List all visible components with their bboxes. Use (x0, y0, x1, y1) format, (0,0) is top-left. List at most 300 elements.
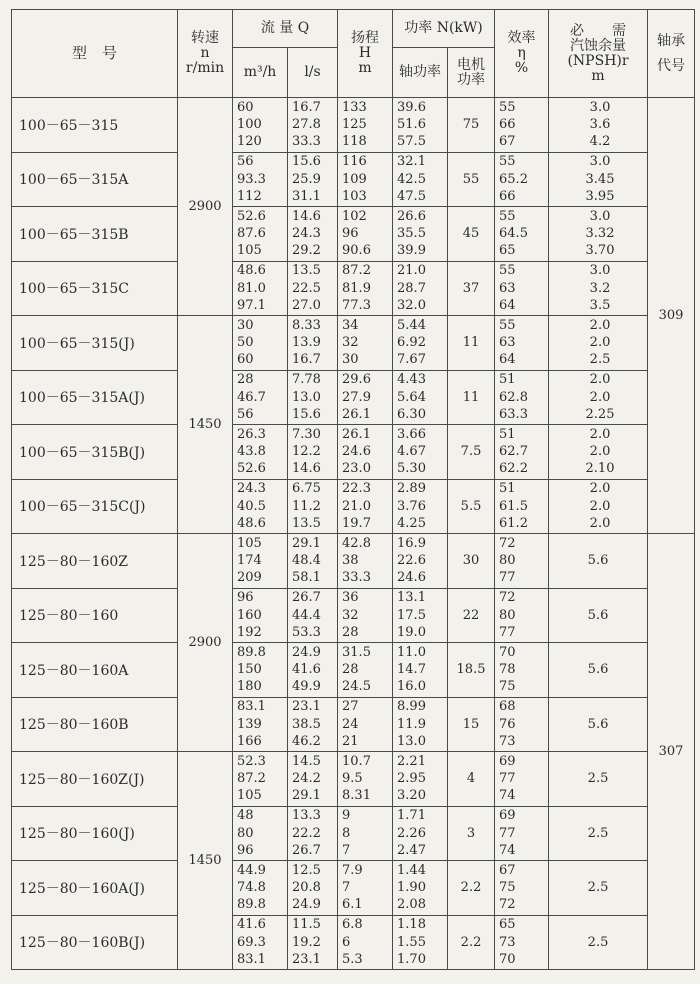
efficiency-cell-value: 61.2 (499, 515, 528, 531)
motor-power-cell: 75 (448, 98, 495, 153)
flow-ls-cell-value: 27.0 (292, 297, 321, 313)
shaft-power-cell-value: 14.7 (397, 662, 426, 678)
head-cell-value: 27.9 (342, 389, 371, 405)
flow-m3h-cell-value: 150 (237, 662, 262, 678)
efficiency-cell-value: 70 (499, 951, 516, 967)
npsh-cell (549, 261, 648, 316)
model-cell: 125－80－160(J) (12, 806, 178, 861)
efficiency-cell-value: 51 (499, 372, 516, 388)
shaft-power-cell-value: 13.1 (397, 590, 426, 606)
head-cell (338, 425, 393, 480)
head-cell-value: 125 (342, 117, 367, 133)
flow-m3h-cell-value: 69.3 (237, 934, 266, 950)
npsh-cell-value: 3.0 (589, 99, 611, 115)
efficiency-cell-value: 74 (499, 842, 516, 858)
table-row (12, 861, 695, 916)
shaft-power-cell (393, 752, 448, 807)
shaft-power-cell-value: 17.5 (397, 607, 426, 623)
flow-m3h-cell-value: 192 (237, 624, 262, 640)
npsh-cell (549, 425, 648, 480)
efficiency-cell (495, 861, 549, 916)
npsh-cell (549, 207, 648, 262)
shaft-power-cell-value: 2.21 (397, 753, 426, 769)
flow-ls-cell-value: 14.6 (292, 461, 321, 477)
header-npsh-1: 必 需 (570, 22, 627, 39)
motor-power-cell: 3 (448, 806, 495, 861)
flow-ls-cell-value: 20.8 (292, 880, 321, 896)
flow-m3h-cell (233, 806, 288, 861)
table-row (12, 806, 695, 861)
shaft-power-cell-value: 22.6 (397, 553, 426, 569)
efficiency-cell-value: 64.5 (499, 226, 528, 242)
efficiency-cell-value: 65 (499, 243, 516, 259)
header-bearing-1: 轴承 (657, 32, 686, 49)
flow-m3h-cell-value: 52.3 (237, 753, 266, 769)
flow-m3h-cell (233, 697, 288, 752)
header-bearing (648, 10, 695, 98)
head-cell-value: 7.9 (342, 862, 363, 878)
bearing-cell: 309 (648, 98, 695, 534)
shaft-power-cell-value: 32.0 (397, 297, 426, 313)
efficiency-cell-value: 63 (499, 280, 516, 296)
head-cell-value: 24.6 (342, 444, 371, 460)
head-cell-value: 26.1 (342, 406, 371, 422)
npsh-cell: 5.6 (549, 534, 648, 589)
npsh-cell-value: 3.5 (589, 297, 611, 313)
efficiency-cell-value: 69 (499, 753, 516, 769)
flow-ls-cell-value: 44.4 (292, 607, 321, 623)
shaft-power-cell-value: 3.76 (397, 498, 426, 514)
header-npsh (549, 10, 648, 98)
flow-m3h-cell-value: 24.3 (237, 481, 266, 497)
npsh-cell: 2.5 (549, 861, 648, 916)
shaft-power-cell (393, 479, 448, 534)
npsh-cell-value: 3.2 (589, 280, 611, 296)
shaft-power-cell-value: 1.18 (397, 917, 426, 933)
model-cell: 100－65－315B (12, 207, 178, 262)
flow-m3h-cell-value: 48 (237, 808, 254, 824)
model-cell: 125－80－160B (12, 697, 178, 752)
flow-m3h-cell-value: 105 (237, 788, 262, 804)
header-motor-power-2: 功率 (457, 71, 486, 88)
shaft-power-cell-value: 32.1 (397, 154, 426, 170)
efficiency-cell-value: 69 (499, 808, 516, 824)
header-motor-power-1: 电机 (457, 56, 486, 73)
efficiency-cell-value: 77 (499, 570, 516, 586)
efficiency-cell-value: 55 (499, 154, 516, 170)
flow-m3h-cell (233, 643, 288, 698)
table-row (12, 697, 695, 752)
head-cell-value: 109 (342, 171, 367, 187)
flow-m3h-cell-value: 56 (237, 406, 254, 422)
shaft-power-cell-value: 24.6 (397, 570, 426, 586)
model-cell: 125－80－160Z(J) (12, 752, 178, 807)
header-speed-unit: r/min (185, 60, 225, 76)
flow-m3h-cell-value: 160 (237, 607, 262, 623)
speed-cell: 2900 (178, 534, 233, 752)
flow-ls-cell (288, 98, 338, 153)
flow-m3h-cell (233, 915, 288, 970)
npsh-cell-value: 2.0 (589, 444, 611, 460)
model-cell: 125－80－160Z (12, 534, 178, 589)
shaft-power-cell-value: 2.26 (397, 825, 426, 841)
flow-m3h-cell-value: 89.8 (237, 897, 266, 913)
head-cell-value: 133 (342, 99, 367, 115)
head-cell-value: 6.1 (342, 897, 363, 913)
flow-m3h-cell-value: 74.8 (237, 880, 266, 896)
flow-m3h-cell-value: 52.6 (237, 461, 266, 477)
shaft-power-cell-value: 16.9 (397, 535, 426, 551)
npsh-cell-value: 3.70 (585, 243, 615, 259)
bearing-cell: 307 (648, 534, 695, 970)
flow-m3h-cell (233, 752, 288, 807)
flow-ls-cell-value: 24.9 (292, 644, 321, 660)
motor-power-cell: 7.5 (448, 425, 495, 480)
efficiency-cell-value: 77 (499, 825, 516, 841)
shaft-power-cell (393, 425, 448, 480)
efficiency-cell (495, 806, 549, 861)
flow-m3h-cell-value: 44.9 (237, 862, 266, 878)
flow-ls-cell (288, 643, 338, 698)
head-cell-value: 90.6 (342, 243, 371, 259)
efficiency-cell-value: 80 (499, 553, 516, 569)
head-cell-value: 6.8 (342, 917, 363, 933)
flow-m3h-cell-value: 139 (237, 716, 262, 732)
model-cell: 125－80－160B(J) (12, 915, 178, 970)
header-flow-m3h: m³/h (233, 48, 288, 98)
npsh-cell (549, 152, 648, 207)
efficiency-cell (495, 697, 549, 752)
flow-ls-cell (288, 425, 338, 480)
npsh-cell: 5.6 (549, 697, 648, 752)
efficiency-cell-value: 66 (499, 117, 516, 133)
shaft-power-cell-value: 6.30 (397, 406, 426, 422)
flow-m3h-cell (233, 479, 288, 534)
table-row (12, 261, 695, 316)
flow-ls-cell-value: 12.5 (292, 862, 321, 878)
npsh-cell-value: 3.95 (585, 188, 615, 204)
flow-ls-cell-value: 24.9 (292, 897, 321, 913)
head-cell (338, 588, 393, 643)
npsh-cell-value: 2.0 (589, 317, 611, 333)
model-cell: 100－65－315(J) (12, 316, 178, 371)
flow-ls-cell-value: 16.7 (292, 352, 321, 368)
table-row (12, 207, 695, 262)
efficiency-cell (495, 370, 549, 425)
efficiency-cell (495, 152, 549, 207)
flow-ls-cell-value: 25.9 (292, 171, 321, 187)
flow-ls-cell (288, 479, 338, 534)
head-cell-value: 30 (342, 352, 359, 368)
shaft-power-cell-value: 51.6 (397, 117, 426, 133)
flow-ls-cell-value: 12.2 (292, 444, 321, 460)
header-shaft-power: 轴功率 (393, 48, 448, 98)
flow-ls-cell-value: 31.1 (292, 188, 321, 204)
shaft-power-cell (393, 152, 448, 207)
flow-ls-cell-value: 11.5 (292, 917, 321, 933)
shaft-power-cell-value: 39.9 (397, 243, 426, 259)
npsh-cell-value: 2.0 (589, 515, 611, 531)
motor-power-cell: 11 (448, 316, 495, 371)
efficiency-cell-value: 55 (499, 99, 516, 115)
flow-ls-cell-value: 19.2 (292, 934, 321, 950)
header-bearing-2: 代号 (657, 57, 686, 74)
npsh-cell-value: 3.32 (585, 226, 615, 242)
motor-power-cell: 18.5 (448, 643, 495, 698)
efficiency-cell-value: 73 (499, 934, 516, 950)
flow-ls-cell-value: 15.6 (292, 406, 321, 422)
flow-ls-cell-value: 23.1 (292, 699, 321, 715)
shaft-power-cell (393, 534, 448, 589)
npsh-cell-value: 2.0 (589, 426, 611, 442)
shaft-power-cell-value: 16.0 (397, 679, 426, 695)
head-cell (338, 915, 393, 970)
header-speed (178, 10, 233, 98)
speed-cell: 1450 (178, 752, 233, 970)
flow-m3h-cell-value: 105 (237, 243, 262, 259)
flow-ls-cell-value: 29.1 (292, 788, 321, 804)
efficiency-cell-value: 73 (499, 733, 516, 749)
flow-ls-cell-value: 53.3 (292, 624, 321, 640)
header-head-unit: m (358, 60, 372, 76)
efficiency-cell-value: 65.2 (499, 171, 528, 187)
head-cell-value: 24 (342, 716, 359, 732)
flow-m3h-cell-value: 43.8 (237, 444, 266, 460)
flow-m3h-cell (233, 316, 288, 371)
table-row (12, 588, 695, 643)
motor-power-cell: 11 (448, 370, 495, 425)
flow-ls-cell-value: 15.6 (292, 154, 321, 170)
motor-power-cell: 30 (448, 534, 495, 589)
shaft-power-cell-value: 35.5 (397, 226, 426, 242)
shaft-power-cell (393, 588, 448, 643)
flow-ls-cell-value: 27.8 (292, 117, 321, 133)
flow-m3h-cell (233, 152, 288, 207)
efficiency-cell-value: 70 (499, 644, 516, 660)
head-cell-value: 29.6 (342, 372, 371, 388)
flow-ls-cell (288, 915, 338, 970)
model-cell: 100－65－315A(J) (12, 370, 178, 425)
efficiency-cell-value: 76 (499, 716, 516, 732)
header-efficiency (495, 10, 549, 98)
efficiency-cell (495, 588, 549, 643)
motor-power-cell: 2.2 (448, 915, 495, 970)
table-row (12, 425, 695, 480)
flow-ls-cell (288, 806, 338, 861)
header-head (338, 10, 393, 98)
flow-ls-cell (288, 588, 338, 643)
motor-power-cell: 5.5 (448, 479, 495, 534)
shaft-power-cell-value: 1.70 (397, 951, 426, 967)
efficiency-cell (495, 261, 549, 316)
flow-m3h-cell-value: 80 (237, 825, 254, 841)
table-body (12, 98, 695, 970)
header-eff-sym: η (517, 45, 526, 61)
shaft-power-cell-value: 7.67 (397, 352, 426, 368)
motor-power-cell: 45 (448, 207, 495, 262)
efficiency-cell-value: 72 (499, 590, 516, 606)
flow-m3h-cell-value: 97.1 (237, 297, 266, 313)
flow-m3h-cell-value: 166 (237, 733, 262, 749)
head-cell-value: 21 (342, 733, 359, 749)
head-cell-value: 9.5 (342, 771, 363, 787)
npsh-cell-value: 2.0 (589, 335, 611, 351)
shaft-power-cell-value: 19.0 (397, 624, 426, 640)
npsh-cell-value: 2.5 (589, 352, 611, 368)
npsh-cell-value: 3.6 (589, 117, 611, 133)
efficiency-cell (495, 479, 549, 534)
shaft-power-cell-value: 13.0 (397, 733, 426, 749)
flow-m3h-cell (233, 207, 288, 262)
shaft-power-cell (393, 643, 448, 698)
head-cell-value: 32 (342, 607, 359, 623)
flow-ls-cell (288, 752, 338, 807)
shaft-power-cell-value: 2.95 (397, 771, 426, 787)
model-cell: 100－65－315A (12, 152, 178, 207)
flow-m3h-cell-value: 81.0 (237, 280, 266, 296)
efficiency-cell (495, 643, 549, 698)
speed-cell: 1450 (178, 316, 233, 534)
flow-m3h-cell-value: 50 (237, 335, 254, 351)
efficiency-cell (495, 534, 549, 589)
flow-ls-cell (288, 370, 338, 425)
model-cell: 100－65－315B(J) (12, 425, 178, 480)
npsh-cell-value: 3.0 (589, 154, 611, 170)
header-motor-power (448, 48, 495, 98)
flow-m3h-cell-value: 52.6 (237, 208, 266, 224)
head-cell-value: 28 (342, 662, 359, 678)
flow-m3h-cell (233, 534, 288, 589)
head-cell-value: 116 (342, 154, 367, 170)
head-cell-value: 33.3 (342, 570, 371, 586)
flow-ls-cell-value: 7.30 (292, 426, 321, 442)
flow-ls-cell-value: 22.5 (292, 280, 321, 296)
header-eff-label: 效率 (507, 30, 536, 46)
npsh-cell-value: 3.45 (585, 171, 615, 187)
header-head-label: 扬程 (351, 30, 380, 46)
model-cell: 100－65－315C (12, 261, 178, 316)
efficiency-cell-value: 68 (499, 699, 516, 715)
flow-m3h-cell-value: 60 (237, 99, 254, 115)
shaft-power-cell (393, 370, 448, 425)
efficiency-cell (495, 915, 549, 970)
efficiency-cell-value: 75 (499, 679, 516, 695)
head-cell-value: 102 (342, 208, 367, 224)
flow-ls-cell (288, 207, 338, 262)
head-cell-value: 42.8 (342, 535, 371, 551)
shaft-power-cell-value: 42.5 (397, 171, 426, 187)
shaft-power-cell-value: 28.7 (397, 280, 426, 296)
efficiency-cell-value: 66 (499, 188, 516, 204)
flow-m3h-cell-value: 87.6 (237, 226, 266, 242)
header-speed-label: 转速 (191, 30, 219, 46)
header-head-sym: H (358, 45, 372, 61)
efficiency-cell (495, 316, 549, 371)
flow-m3h-cell (233, 98, 288, 153)
shaft-power-cell-value: 2.89 (397, 481, 426, 497)
flow-ls-cell-value: 38.5 (292, 716, 321, 732)
header-npsh-4: m (591, 67, 605, 84)
head-cell (338, 261, 393, 316)
efficiency-cell (495, 425, 549, 480)
efficiency-cell-value: 55 (499, 317, 516, 333)
table-row (12, 915, 695, 970)
efficiency-cell-value: 72 (499, 535, 516, 551)
head-cell (338, 534, 393, 589)
efficiency-cell (495, 207, 549, 262)
header-flow-ls: l/s (288, 48, 338, 98)
shaft-power-cell-value: 3.66 (397, 426, 426, 442)
flow-m3h-cell-value: 60 (237, 352, 254, 368)
model-cell: 100－65－315C(J) (12, 479, 178, 534)
motor-power-cell: 15 (448, 697, 495, 752)
efficiency-cell-value: 78 (499, 662, 516, 678)
flow-m3h-cell-value: 83.1 (237, 699, 266, 715)
flow-ls-cell-value: 11.2 (292, 498, 321, 514)
head-cell-value: 9 (342, 808, 351, 824)
head-cell-value: 96 (342, 226, 359, 242)
flow-ls-cell-value: 46.2 (292, 733, 321, 749)
head-cell-value: 19.7 (342, 515, 371, 531)
table-row (12, 752, 695, 807)
head-cell (338, 806, 393, 861)
efficiency-cell-value: 51 (499, 481, 516, 497)
shaft-power-cell-value: 4.25 (397, 515, 426, 531)
head-cell-value: 38 (342, 553, 359, 569)
header-flow: 流 量 Q (233, 10, 338, 48)
head-cell-value: 87.2 (342, 263, 371, 279)
shaft-power-cell-value: 21.0 (397, 263, 426, 279)
head-cell-value: 24.5 (342, 679, 371, 695)
motor-power-cell: 55 (448, 152, 495, 207)
flow-m3h-cell-value: 112 (237, 188, 262, 204)
shaft-power-cell-value: 26.6 (397, 208, 426, 224)
flow-ls-cell (288, 534, 338, 589)
flow-m3h-cell (233, 588, 288, 643)
head-cell-value: 23.0 (342, 461, 371, 477)
flow-m3h-cell (233, 261, 288, 316)
head-cell-value: 81.9 (342, 280, 371, 296)
table-row (12, 316, 695, 371)
head-cell-value: 6 (342, 934, 351, 950)
head-cell-value: 5.3 (342, 951, 363, 967)
flow-m3h-cell-value: 87.2 (237, 771, 266, 787)
flow-m3h-cell (233, 370, 288, 425)
head-cell-value: 26.1 (342, 426, 371, 442)
efficiency-cell-value: 75 (499, 880, 516, 896)
header-eff-unit: % (514, 60, 529, 76)
header-npsh-3: (NPSH)r (567, 52, 629, 69)
flow-ls-cell-value: 48.4 (292, 553, 321, 569)
efficiency-cell-value: 51 (499, 426, 516, 442)
head-cell (338, 370, 393, 425)
npsh-cell: 5.6 (549, 643, 648, 698)
head-cell-value: 118 (342, 134, 367, 150)
flow-m3h-cell-value: 41.6 (237, 917, 266, 933)
table-row (12, 643, 695, 698)
flow-m3h-cell-value: 48.6 (237, 263, 266, 279)
efficiency-cell-value: 63 (499, 335, 516, 351)
shaft-power-cell-value: 5.30 (397, 461, 426, 477)
flow-ls-cell-value: 29.2 (292, 243, 321, 259)
npsh-cell-value: 2.0 (589, 481, 611, 497)
flow-m3h-cell-value: 105 (237, 535, 262, 551)
efficiency-cell-value: 67 (499, 134, 516, 150)
npsh-cell: 5.6 (549, 588, 648, 643)
header-model: 型 号 (12, 10, 178, 98)
flow-m3h-cell-value: 46.7 (237, 389, 266, 405)
flow-m3h-cell-value: 174 (237, 553, 262, 569)
